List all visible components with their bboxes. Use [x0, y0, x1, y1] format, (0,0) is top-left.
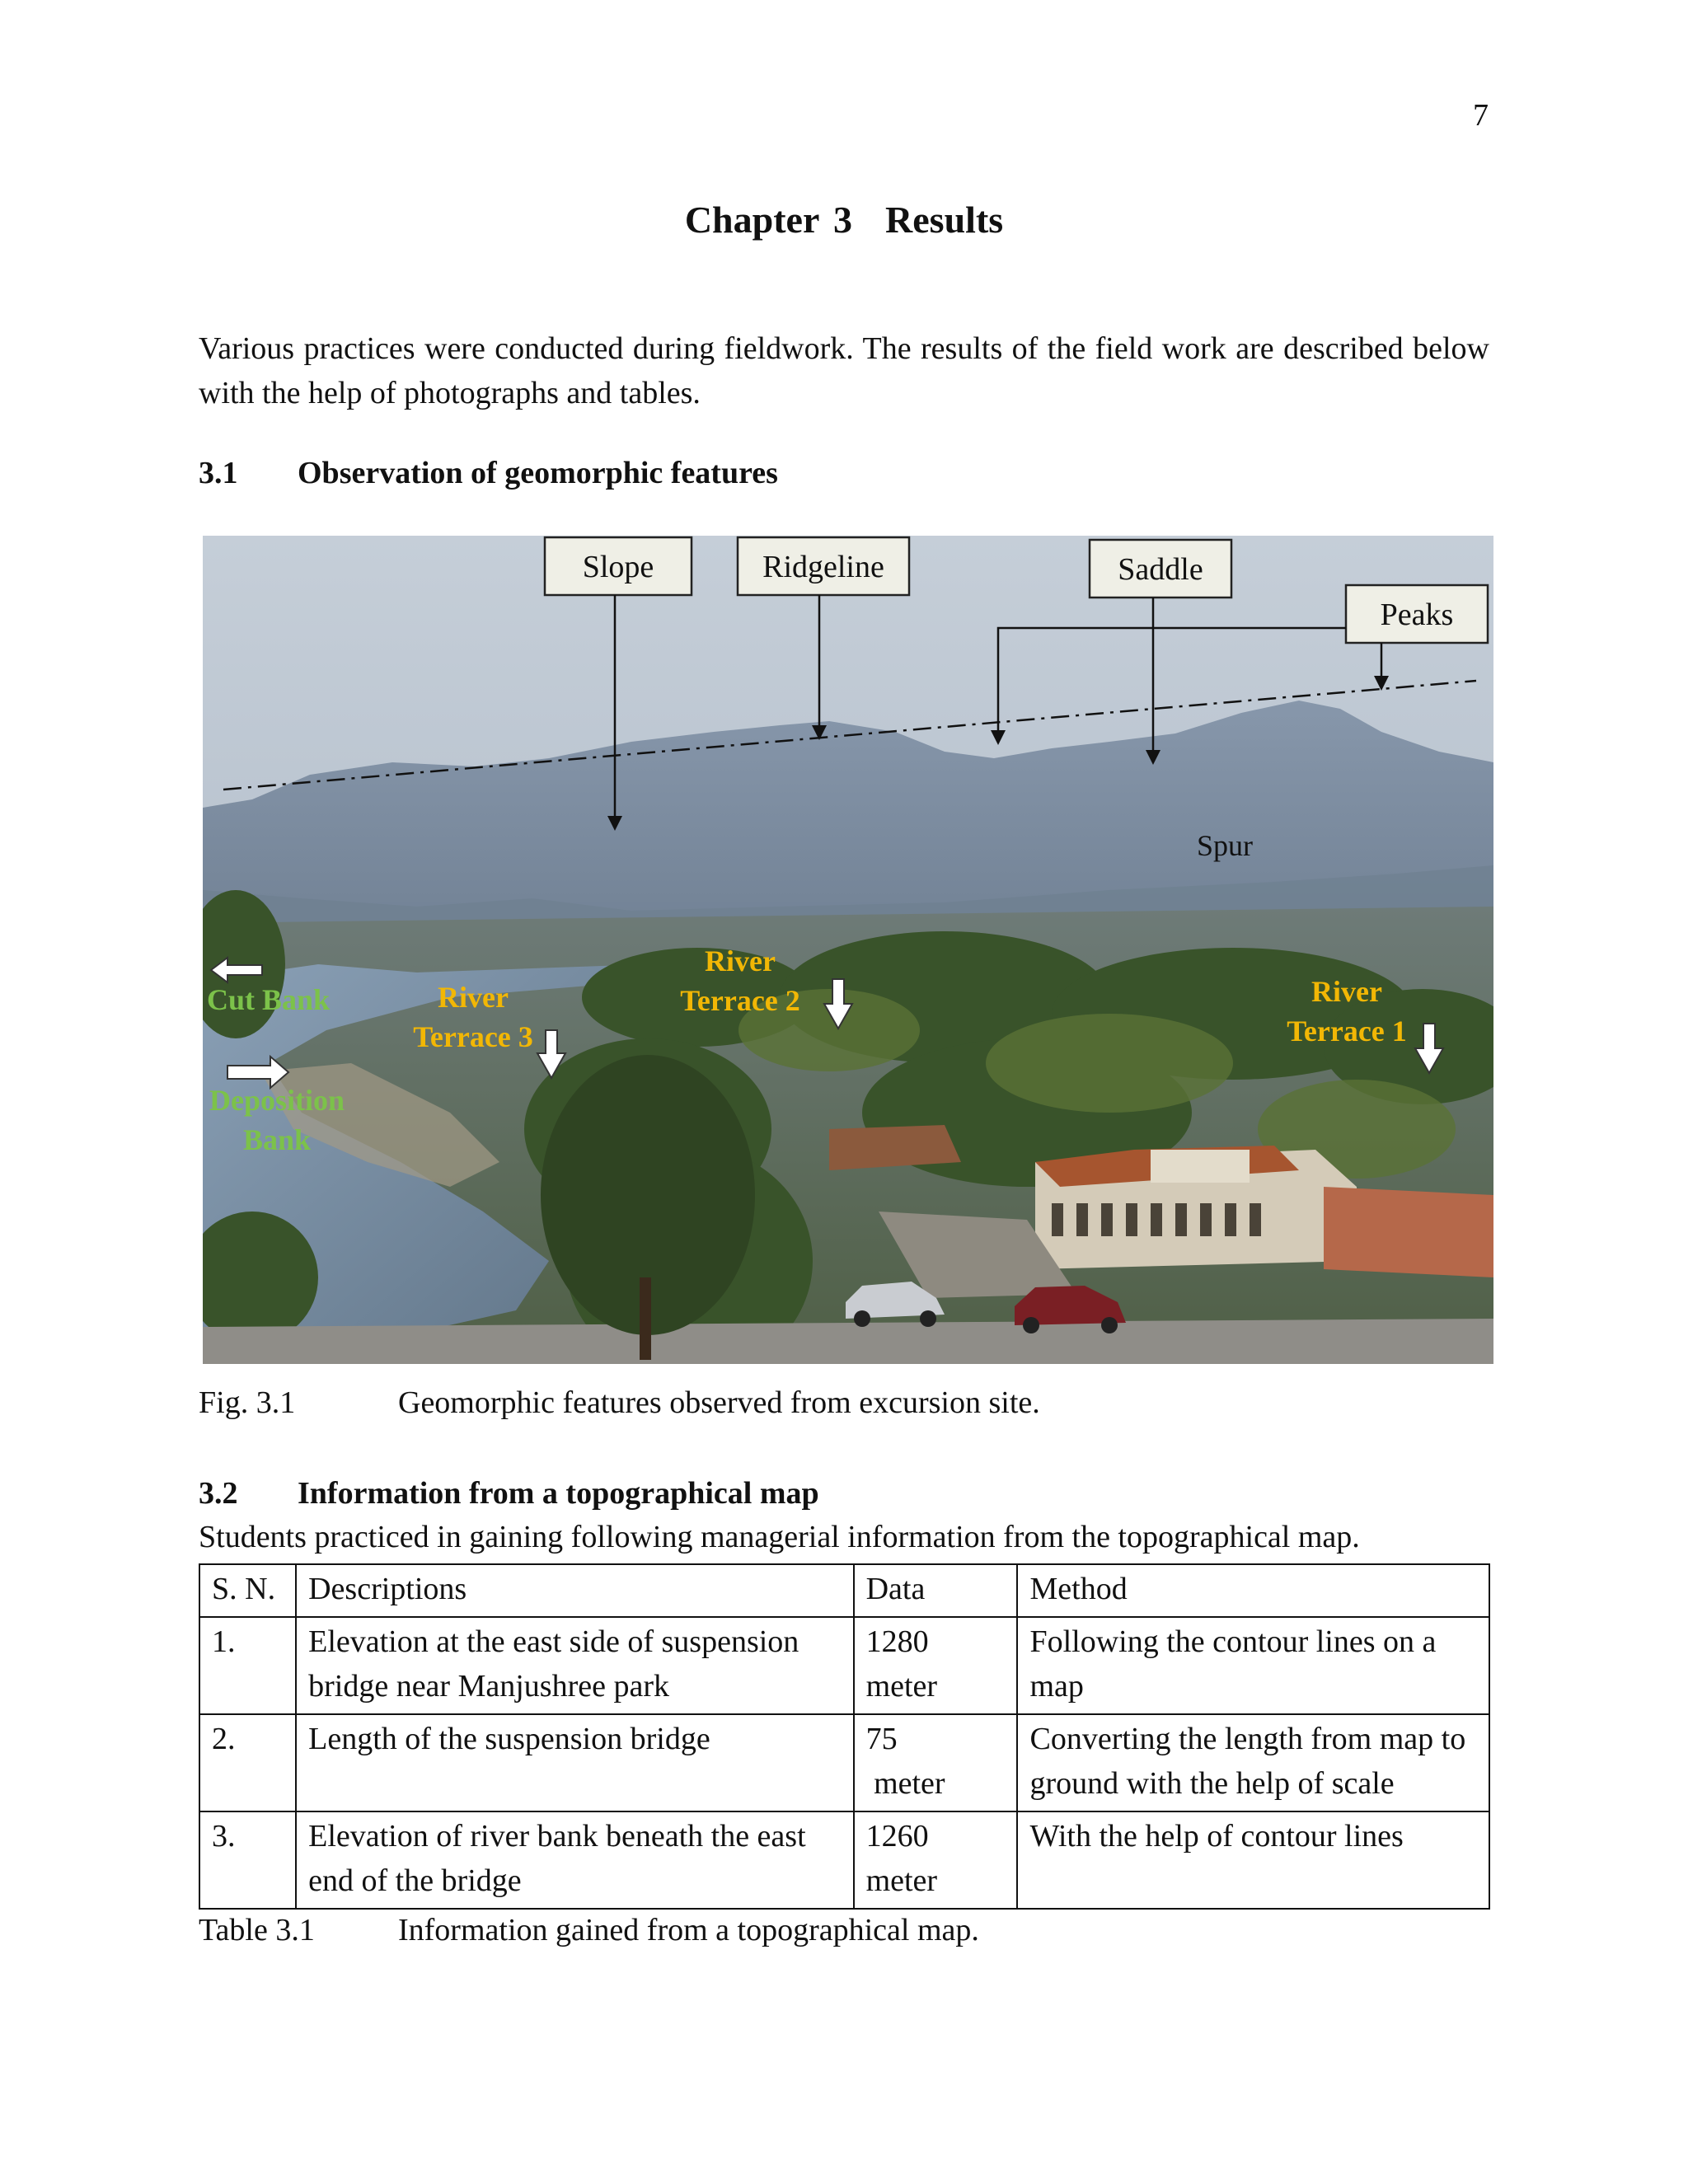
chapter-title — [0, 198, 1688, 241]
cell-data — [854, 1714, 1018, 1811]
section-number: 3.2 — [199, 1476, 238, 1511]
header-descriptions: Descriptions — [296, 1564, 853, 1617]
river-terrace-1-line1: River — [1311, 975, 1382, 1008]
cell-data — [854, 1811, 1018, 1909]
table-row — [199, 1714, 1489, 1811]
river-terrace-2-line2: Terrace 2 — [680, 984, 800, 1017]
cell-method: With the help of contour lines — [1017, 1811, 1489, 1909]
table-caption — [199, 1912, 979, 1948]
table-header-row — [199, 1564, 1489, 1617]
section-title: Observation of geomorphic features — [298, 456, 778, 490]
data-value: 1280 — [865, 1624, 929, 1659]
geomorphic-figure — [203, 536, 1493, 1364]
peaks-label: Peaks — [1380, 598, 1454, 632]
river-terrace-2-line1: River — [705, 944, 776, 977]
spur-label: Spur — [1196, 829, 1254, 862]
intro-paragraph: Various practices were conducted during fieldwork. The results of the field work are described below with the help of photographs and tables. — [199, 331, 1489, 410]
topographic-info-table — [199, 1563, 1490, 1910]
bank-label: Bank — [242, 1123, 312, 1156]
section-number: 3.1 — [199, 456, 238, 490]
section-title: Information from a topographical map — [298, 1476, 819, 1511]
table-row — [199, 1811, 1489, 1909]
figure-caption — [199, 1385, 1040, 1421]
cell-description: Length of the suspension bridge — [296, 1714, 853, 1811]
table-intro: Students practiced in gaining following managerial information from the topographical map. — [199, 1520, 1360, 1554]
river-terrace-1-line2: Terrace 1 — [1287, 1015, 1407, 1047]
cell-sn: 2. — [199, 1714, 296, 1811]
data-unit: meter — [874, 1766, 945, 1801]
figure-caption-number: Fig. 3.1 — [199, 1385, 296, 1420]
table-caption-number: Table 3.1 — [199, 1913, 315, 1947]
cell-description: Elevation of river bank beneath the east end of the bridge — [296, 1811, 853, 1909]
data-unit: meter — [865, 1669, 938, 1704]
saddle-label: Saddle — [1118, 552, 1203, 587]
page-number: 7 — [1473, 98, 1489, 133]
chapter-name: Results — [885, 199, 1004, 241]
deposition-label: Deposition — [209, 1084, 345, 1117]
cell-method: Converting the length from map to ground with the help of scale — [1017, 1714, 1489, 1811]
geomorphic-photo — [203, 536, 1493, 1364]
cut-bank-label: Cut Bank — [207, 983, 331, 1016]
chapter-label: Chapter 3 — [684, 199, 853, 241]
cell-data — [854, 1617, 1018, 1714]
section-heading-3-1 — [199, 455, 778, 491]
table-row — [199, 1617, 1489, 1714]
cell-description: Elevation at the east side of suspension bridge near Manjushree park — [296, 1617, 853, 1714]
data-value: 75 — [865, 1722, 898, 1756]
cell-method: Following the contour lines on a map — [1017, 1617, 1489, 1714]
header-method: Method — [1017, 1564, 1489, 1617]
cell-sn: 3. — [199, 1811, 296, 1909]
data-value: 1260 — [865, 1819, 929, 1854]
ridgeline-label: Ridgeline — [762, 550, 884, 584]
cell-sn: 1. — [199, 1617, 296, 1714]
section-heading-3-2 — [199, 1475, 819, 1511]
slope-label: Slope — [582, 550, 654, 584]
river-terrace-3-line2: Terrace 3 — [413, 1020, 533, 1053]
header-sn: S. N. — [199, 1564, 296, 1617]
figure-caption-text: Geomorphic features observed from excursion site. — [398, 1385, 1040, 1420]
data-unit: meter — [865, 1863, 938, 1898]
header-data: Data — [854, 1564, 1018, 1617]
table-caption-text: Information gained from a topographical map. — [398, 1913, 979, 1947]
river-terrace-3-line1: River — [438, 981, 509, 1014]
